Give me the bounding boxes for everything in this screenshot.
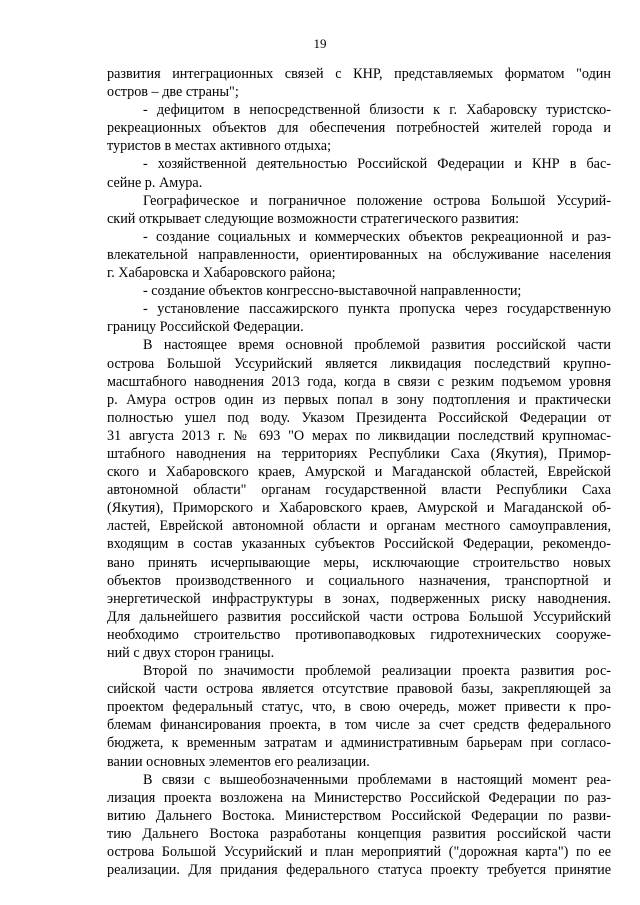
text-line: - создание объектов конгрессно-выставочной направленности;: [143, 283, 522, 300]
text-line: необходимо строительство противопаводковых гидротехнических сооруже-: [107, 626, 611, 643]
text-line: объектов производственного и социального назначения, транспортной и: [107, 572, 611, 589]
text-line: автономной области" органам государственной власти Республики Саха: [107, 482, 611, 499]
text-line: блемам финансирования проекта, в том числе за счет средств федерального: [107, 717, 611, 734]
text-line: острова Большой Уссурийский является ликвидация последствий крупно-: [107, 355, 611, 372]
body-text: [107, 65, 611, 879]
text-line: лизация проекта возложена на Министерство Российской Федерации по раз-: [107, 789, 611, 806]
text-line: - создание социальных и коммерческих объектов рекреационной и раз-: [143, 228, 611, 245]
text-line: рекреационных объектов для обеспечения потребностей жителей города и: [107, 120, 611, 137]
text-line: штабного наводнения на территориях Республики Саха (Якутия), Примор-: [107, 445, 611, 462]
text-line: проектом федеральный статус, что, в свою очередь, может привести к про-: [107, 699, 611, 716]
text-line: ского и Хабаровского краев, Амурской и Магаданской областей, Еврейской: [107, 464, 611, 481]
text-line: сийской части острова является отсутствие правовой базы, закрепляющей за: [107, 681, 611, 698]
text-line: - хозяйственной деятельностью Российской Федерации и КНР в бас-: [143, 156, 611, 173]
text-line: вано принять исчерпывающие меры, исключающие строительство новых: [107, 554, 611, 571]
text-line: - дефицитом в непосредственной близости к г. Хабаровску туристско-: [143, 102, 611, 119]
text-line: ластей, Еврейской автономной области и органам местного самоуправления,: [107, 518, 611, 535]
text-line: ский открывает следующие возможности стратегического развития:: [107, 210, 520, 227]
text-line: развития интеграционных связей с КНР, представляемых форматом "один: [107, 66, 611, 82]
text-line: полностью ушел под воду. Указом Президента Российской Федерации от: [107, 409, 611, 426]
text-line: входящим в состав указанных субъектов Российской Федерации, рекомендо-: [107, 536, 611, 553]
text-line: витию Дальнего Востока. Министерством Российской Федерации по разви-: [107, 807, 611, 824]
text-line: энергетической инфраструктуры в зонах, подверженных риску наводнения.: [107, 590, 611, 607]
text-line: острова Большой Уссурийский и план мероприятий ("дорожная карта") по ее: [107, 844, 611, 861]
page-number: 19: [313, 36, 327, 51]
text-line: Второй по значимости проблемой реализации проекта развития рос-: [143, 663, 611, 680]
text-line: бюджета, к временным затратам и административным барьерам при согласо-: [107, 735, 611, 752]
text-line: остров – две страны";: [107, 84, 239, 101]
text-line: реализации. Для придания федерального статуса проекту требуется принятие: [107, 862, 611, 879]
text-line: границу Российской Федерации.: [107, 319, 304, 336]
text-line: (Якутия), Приморского и Хабаровского краев, Амурской и Магаданской об-: [107, 500, 611, 517]
text-line: вании основных элементов его реализации.: [107, 753, 370, 770]
text-line: сейне р. Амура.: [107, 174, 203, 191]
text-line: туристов в местах активного отдыха;: [107, 138, 332, 155]
text-line: тию Дальнего Востока разработаны концепция развития российской части: [107, 825, 611, 842]
text-line: В настоящее время основной проблемой развития российской части: [143, 337, 611, 354]
text-line: 31 августа 2013 г. № 693 "О мерах по ликвидации последствий крупномас-: [107, 427, 611, 444]
text-line: г. Хабаровска и Хабаровского района;: [107, 265, 336, 282]
text-line: Географическое и пограничное положение острова Большой Уссурий-: [143, 192, 611, 209]
text-line: Для дальнейшего развития российской части острова Большой Уссурийский: [107, 608, 611, 625]
text-line: ний с двух сторон границы.: [107, 645, 275, 661]
text-line: масштабного наводнения 2013 года, когда в связи с резким подъемом уровня: [107, 373, 611, 390]
text-line: - установление пассажирского пункта пропуска через государственную: [143, 301, 611, 318]
text-line: В связи с вышеобозначенными проблемами в настоящий момент реа-: [143, 771, 611, 788]
text-line: р. Амура остров один из первых попал в зону подтопления и практически: [107, 391, 611, 408]
text-line: влекательной направленности, ориентированных на обслуживание населения: [107, 246, 611, 263]
